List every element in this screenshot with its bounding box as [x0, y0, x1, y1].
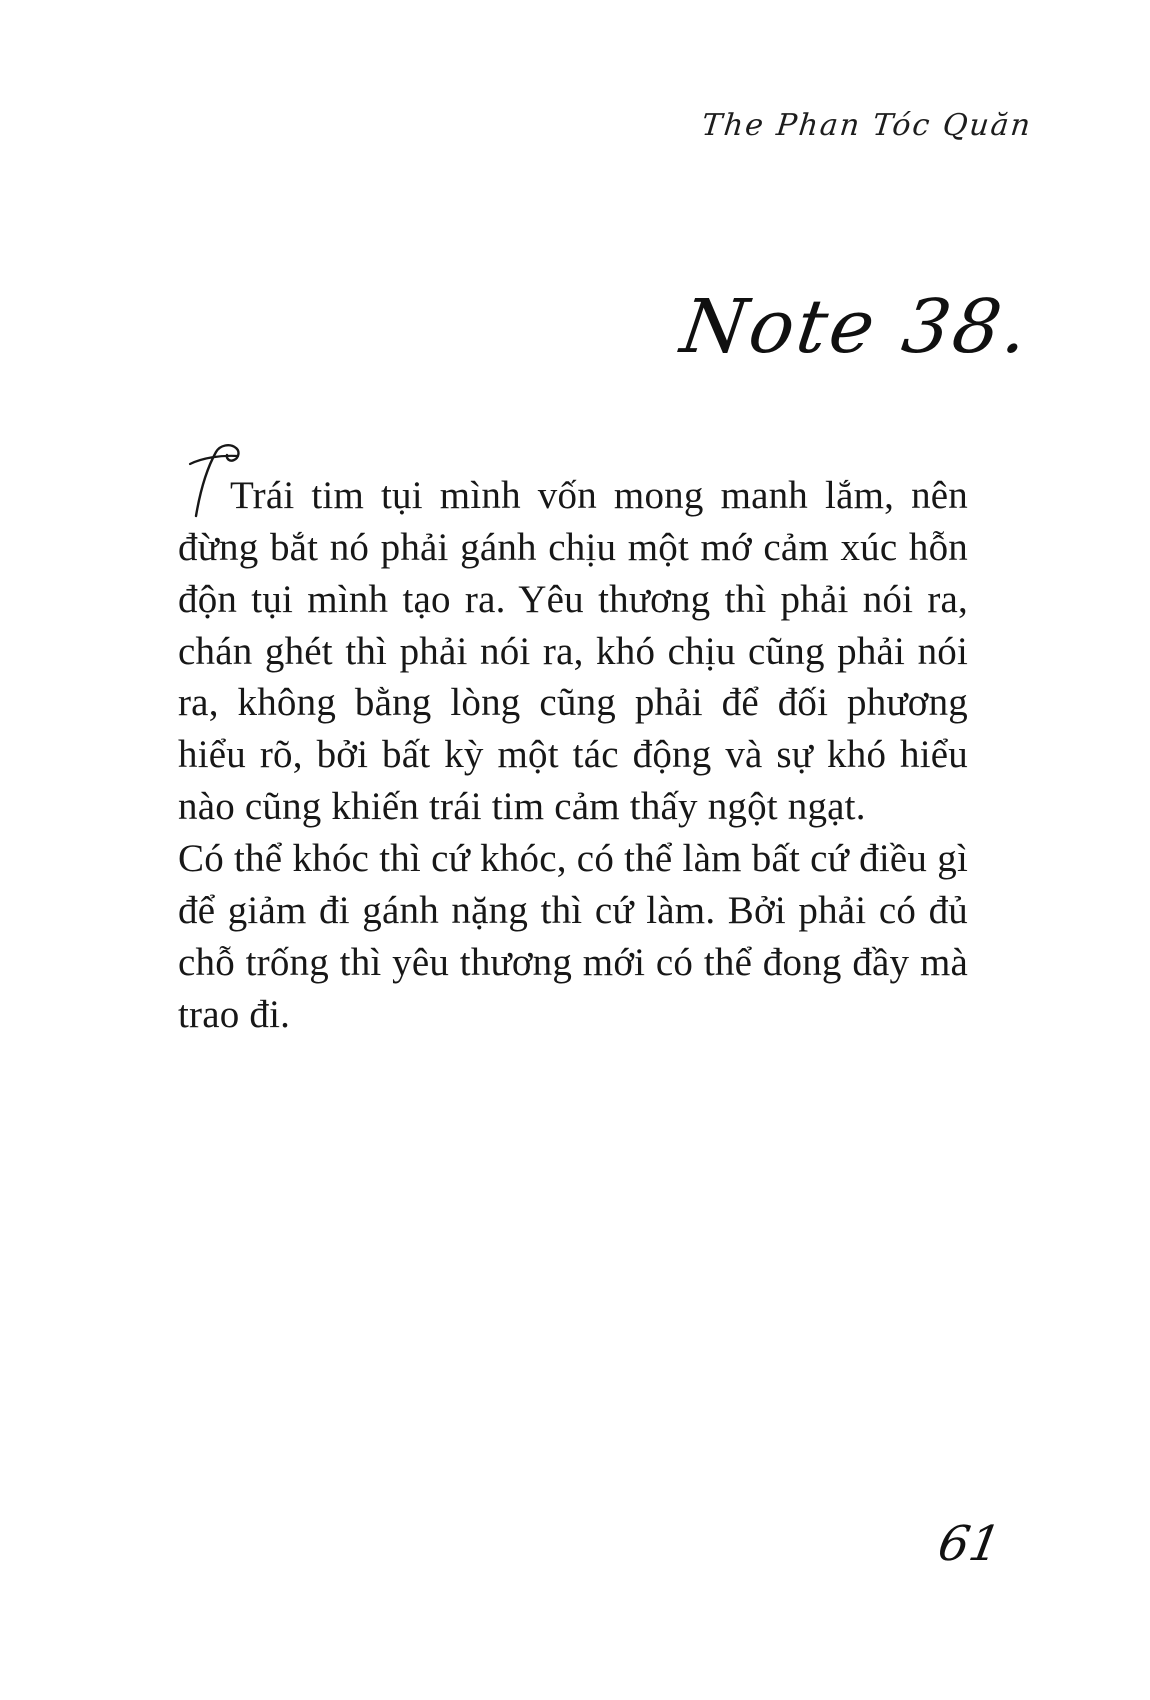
first-paragraph-block — [178, 470, 968, 833]
paragraph-1: Trái tim tụi mình vốn mong manh lắm, nên đừng bắt nó phải gánh chịu một mớ cảm xúc hỗn độn tụi mình tạo ra. Yêu thương thì phải nói ra, chán ghét thì phải nói ra, khó chịu cũng phải nói ra, không bằng lòng cũng phải để đối phương hiểu rõ, bởi bất kỳ một tác động và sự khó hiểu nào cũng khiến trái tim cảm thấy ngột ngạt. — [178, 474, 968, 829]
page-number: 61 — [933, 1516, 1005, 1572]
paragraph-2: Có thể khóc thì cứ khóc, có thể làm bất cứ điều gì để giảm đi gánh nặng thì cứ làm. Bởi phải có đủ chỗ trống thì yêu thương mới có thể đong đầy mà trao đi. — [178, 837, 968, 1036]
note-heading: Note 38. — [675, 284, 1037, 370]
body-copy — [178, 470, 968, 1040]
running-head: The Phan Tóc Quăn — [700, 108, 1034, 143]
